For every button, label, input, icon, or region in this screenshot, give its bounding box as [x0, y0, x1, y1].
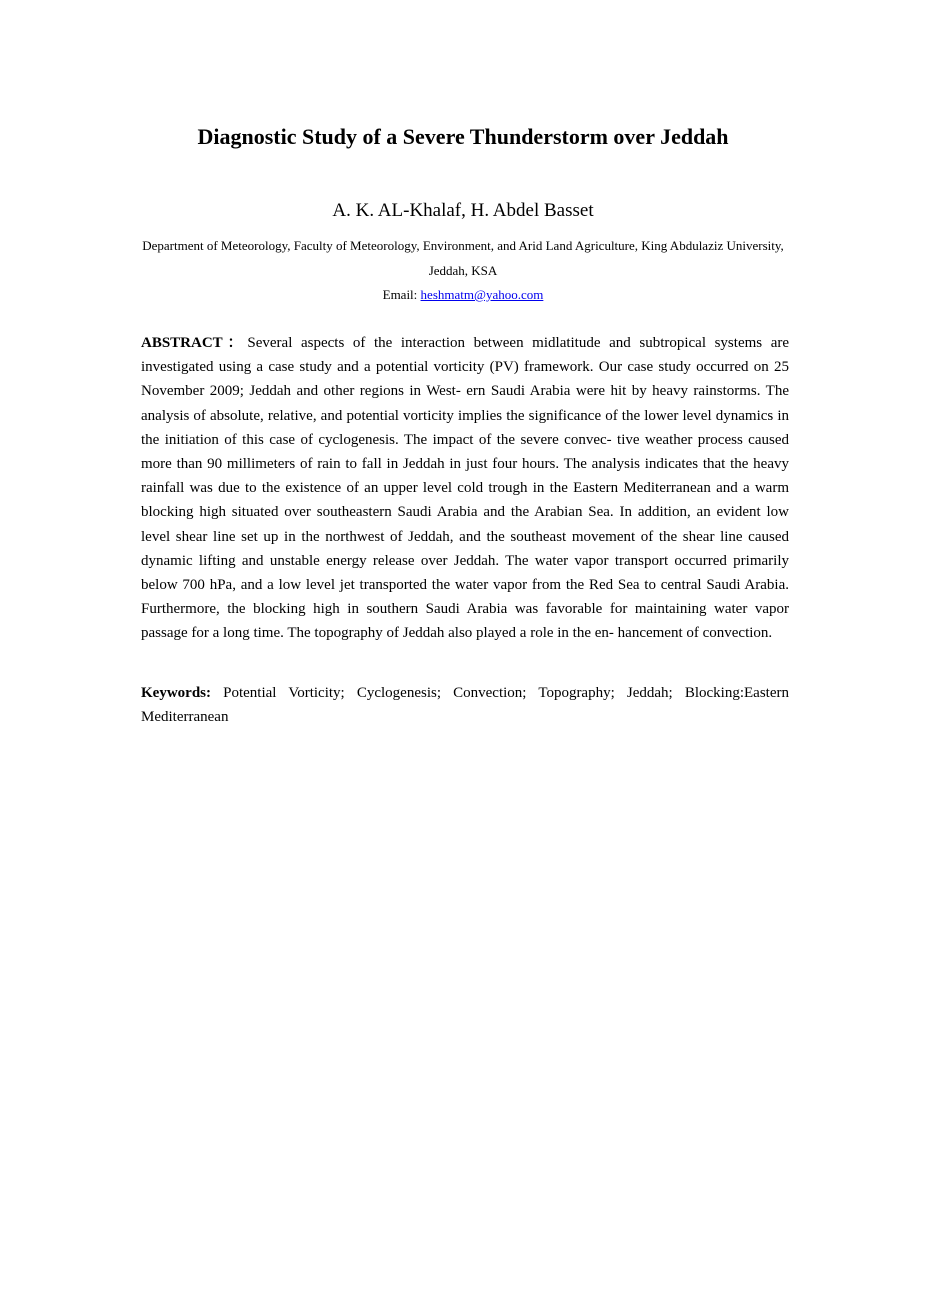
keywords [141, 681, 789, 729]
email-label: Email: [382, 287, 421, 302]
abstract-text: Several aspects of the interaction between midlatitude and subtropical systems are investigated using a case study and a potential vorticity (PV) framework. Our case study occurred on 25 November 2009; Jeddah and other regions in West- ern Saudi Arabia were hit by heavy rainstorms. The analysis of absolute, relative, and potential vorticity implies the significance of the lower level dynamics in the initiation of this case of cyclogenesis. The impact of the severe convec- tive weather process caused more than 90 millimeters of rain to fall in Jeddah in just four hours. The analysis indicates that the heavy rainfall was due to the existence of an upper level cold trough in the Eastern Mediterranean and a warm blocking high situated over southeastern Saudi Arabia and the Arabian Sea. In addition, an evident low level shear line set up in the northwest of Jeddah, and the southeast movement of the shear line caused dynamic lifting and unstable energy release over Jeddah. The water vapor transport occurred primarily below 700 hPa, and a low level jet transported the water vapor from the Red Sea to central Saudi Arabia. Furthermore, the blocking high in southern Saudi Arabia was favorable for maintaining water vapor passage for a long time. The topography of Jeddah also played a role in the en- hancement of convection. [141, 335, 790, 642]
keywords-label: Keywords: [141, 685, 211, 701]
abstract-label: ABSTRACT： [141, 335, 248, 351]
paper-title: Diagnostic Study of a Severe Thunderstorm over Jeddah [197, 124, 729, 149]
keywords-text: Potential Vorticity; Cyclogenesis; Convection; Topography; Jeddah; Blocking:Eastern Mediterranean [141, 685, 789, 726]
email-link[interactable]: heshmatm@yahoo.com [420, 287, 544, 302]
affiliation: Department of Meteorology, Faculty of Meteorology, Environment, and Arid Land Agriculture, King Abdulaziz University, Jeddah, KSA [142, 238, 784, 278]
abstract [141, 331, 789, 646]
email-line [0, 283, 926, 308]
author-list: A. K. AL-Khalaf, H. Abdel Basset [332, 200, 594, 221]
